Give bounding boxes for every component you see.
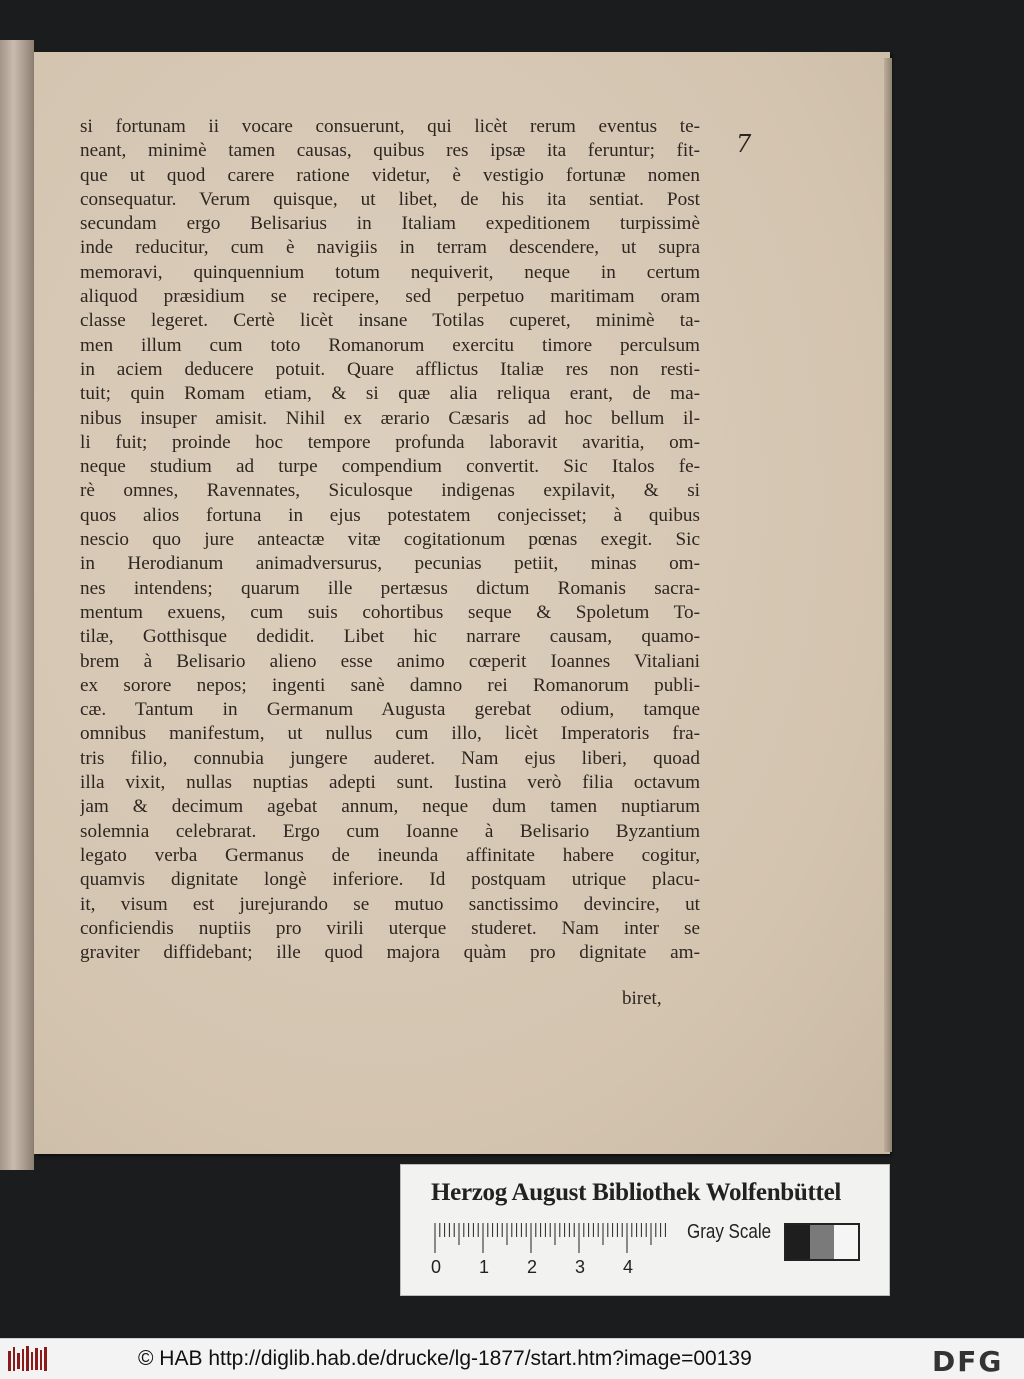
logo-bar xyxy=(31,1352,33,1370)
folio-number: 7 xyxy=(736,130,752,158)
logo-bar xyxy=(8,1351,11,1371)
text-line: jam & decimum agebat annum, neque dum tamen nuptiarum xyxy=(80,796,700,818)
text-line: secundam ergo Belisarius in Italiam expeditionem turpissimè xyxy=(80,213,700,235)
text-line: tilæ, Gotthisque dedidit. Libet hic narrare causam, quamo- xyxy=(80,626,700,648)
ruler-number: 0 xyxy=(431,1257,442,1277)
text-line: li fuit; proinde hoc tempore profunda laboravit avaritia, om- xyxy=(80,431,700,453)
text-line: que ut quod carere ratione videtur, è vestigio fortunæ nomen xyxy=(80,164,700,186)
text-line: it, visum est jurejurando se mutuo sanctissimo devincire, ut xyxy=(80,893,700,915)
text-line: tuit; quin Romam etiam, & si quæ alia reliqua erant, de ma- xyxy=(80,383,700,405)
text-line: si fortunam ii vocare consuerunt, qui licèt rerum eventus te- xyxy=(80,116,700,137)
text-line: mentum exuens, cum suis cohortibus seque & Spoletum To- xyxy=(80,601,700,623)
catchword: biret, xyxy=(622,988,662,1009)
text-line: in aciem deducere potuit. Quare afflictus Italiæ res non resti- xyxy=(80,358,700,380)
gray-swatch xyxy=(834,1225,858,1259)
page-text-block xyxy=(80,115,700,965)
text-line: consequatur. Verum quisque, ut libet, de his ita sentiat. Post xyxy=(80,188,700,210)
text-line: quos alios fortuna in ejus potestatem conjecisset; à quibus xyxy=(80,504,700,526)
library-color-chart-label xyxy=(400,1164,890,1296)
text-line: graviter diffidebant; ille quod majora quàm pro dignitate am- xyxy=(80,942,700,964)
text-line: neant, minimè tamen causas, quibus res ipsæ ita feruntur; fit- xyxy=(80,140,700,162)
logo-bar xyxy=(26,1346,29,1371)
logo-bar xyxy=(17,1353,20,1369)
text-line: aliquod præsidium se recipere, sed perpetuo maritimam oram xyxy=(80,286,700,308)
hab-logo-icon[interactable] xyxy=(6,1343,48,1373)
text-line: legato verba Germanus de ineunda affinitate habere cogitur, xyxy=(80,844,700,866)
text-line: brem à Belisario alieno esse animo cœperit Ioannes Vitaliani xyxy=(80,650,700,672)
text-line: neque studium ad turpe compendium convertit. Sic Italos fe- xyxy=(80,456,700,478)
ruler-number: 4 xyxy=(623,1257,634,1277)
logo-bar xyxy=(40,1350,42,1370)
text-line: inde reducitur, cum è navigiis in terram descendere, ut supra xyxy=(80,237,700,259)
text-line: men illum cum toto Romanorum exercitu timore perculsum xyxy=(80,334,700,356)
logo-bar xyxy=(35,1348,38,1370)
text-line: nes intendens; quarum ille pertæsus dictum Romanis sacra- xyxy=(80,577,700,599)
text-line: memoravi, quinquennium totum nequiverit, neque in certum xyxy=(80,261,700,283)
dfg-logo[interactable]: DFG xyxy=(932,1345,1004,1378)
gray-scale-swatches xyxy=(784,1223,860,1261)
ruler-number: 1 xyxy=(479,1257,490,1277)
text-line: nibus insuper amisit. Nihil ex ærario Cæsaris ad hoc bellum il- xyxy=(80,407,700,429)
text-line: tris filio, connubia jungere auderet. Nam ejus liberi, quoad xyxy=(80,747,700,769)
logo-bar xyxy=(13,1347,15,1371)
footer-copyright-link[interactable]: © HAB http://diglib.hab.de/drucke/lg-1877/start.htm?image=00139 xyxy=(138,1347,752,1370)
text-line: rè omnes, Ravennates, Siculosque indigenas expilavit, & si xyxy=(80,480,700,502)
ruler-scale xyxy=(431,1217,691,1277)
text-line: nescio quo jure anteactæ vitæ cogitationum pœnas exegit. Sic xyxy=(80,529,700,551)
logo-bar xyxy=(22,1349,24,1371)
text-line: in Herodianum animadversurus, pecunias petiit, minas om- xyxy=(80,553,700,575)
page-edge xyxy=(884,58,892,1152)
text-line: ex sorore nepos; ingenti sanè damno rei Romanorum publi- xyxy=(80,674,700,696)
book-left-edge xyxy=(0,40,34,1170)
text-line: cæ. Tantum in Germanum Augusta gerebat odium, tamque xyxy=(80,699,700,721)
text-line: classe legeret. Certè licèt insane Totilas cuperet, minimè ta- xyxy=(80,310,700,332)
text-line: solemnia celebrarat. Ergo cum Ioanne à Belisario Byzantium xyxy=(80,820,700,842)
logo-bar xyxy=(44,1347,47,1371)
footer-bar xyxy=(0,1338,1024,1379)
text-line: illa vixit, nullas nuptias adepti sunt. Iustina verò filia octavum xyxy=(80,772,700,794)
ruler-number: 2 xyxy=(527,1257,538,1277)
ruler-number: 3 xyxy=(575,1257,586,1277)
gray-swatch xyxy=(810,1225,834,1259)
library-name: Herzog August Bibliothek Wolfenbüttel xyxy=(431,1179,842,1206)
text-line: quamvis dignitate longè inferiore. Id postquam utrique placu- xyxy=(80,869,700,891)
text-line: conficiendis nuptiis pro virili uterque studeret. Nam inter se xyxy=(80,917,700,939)
gray-scale-label: Gray Scale xyxy=(687,1221,772,1243)
gray-swatch xyxy=(786,1225,810,1259)
text-line: omnibus manifestum, ut nullus cum illo, licèt Imperatoris fra- xyxy=(80,723,700,745)
